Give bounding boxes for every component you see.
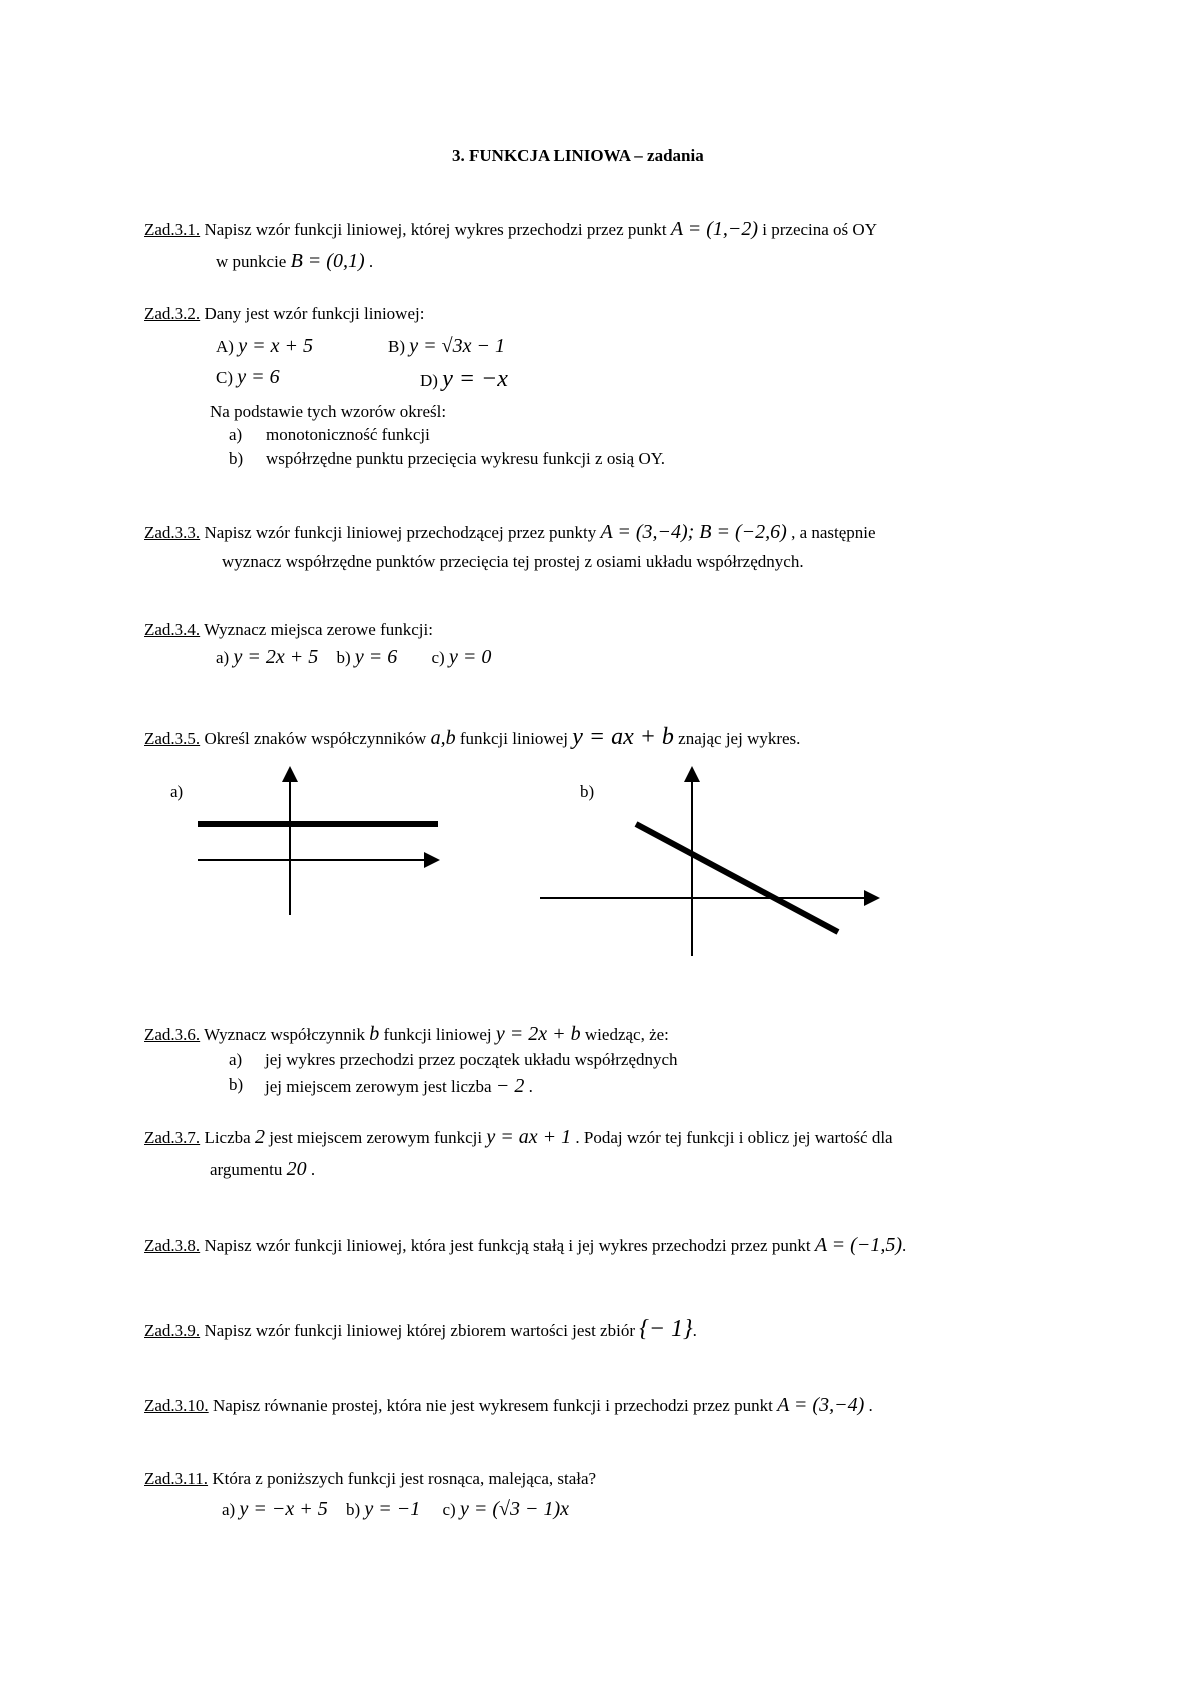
task-text: Dany jest wzór funkcji liniowej: bbox=[200, 304, 425, 323]
task-3-2-basis: Na podstawie tych wzorów określ: bbox=[210, 402, 447, 421]
task-text: . bbox=[864, 1396, 873, 1415]
list-item bbox=[229, 1050, 678, 1070]
option-label: C) bbox=[216, 368, 238, 387]
task-3-7-line2 bbox=[210, 1158, 315, 1181]
task-label: Zad.3.4. bbox=[144, 620, 201, 639]
point-b: B = (0,1) bbox=[290, 250, 365, 272]
option-b bbox=[388, 335, 505, 358]
graph-b-label: b) bbox=[580, 782, 595, 801]
formula: y = (√3 − 1)x bbox=[459, 1498, 570, 1520]
task-3-6 bbox=[144, 1023, 669, 1046]
option-label: c) bbox=[431, 648, 449, 667]
item-text-part: jej miejscem zerowym jest liczba bbox=[265, 1077, 496, 1096]
task-text: . bbox=[901, 1236, 907, 1255]
task-label: Zad.3.3. bbox=[144, 523, 201, 542]
task-text: argumentu bbox=[210, 1160, 287, 1179]
y-axis-arrow bbox=[282, 766, 298, 782]
task-text: Wyznacz współczynnik bbox=[200, 1025, 370, 1044]
task-text: Określ znaków współczynników bbox=[200, 729, 431, 748]
task-text: znając jej wykres. bbox=[673, 729, 801, 748]
option-d bbox=[420, 366, 508, 393]
task-text: Która z poniższych funkcji jest rosnąca, malejąca, stała? bbox=[208, 1469, 597, 1488]
task-text: Wyznacz miejsca zerowe funkcji: bbox=[200, 620, 433, 639]
task-text: , a następnie bbox=[786, 523, 876, 542]
y-axis-arrow bbox=[684, 766, 700, 782]
option-label: c) bbox=[442, 1500, 460, 1519]
task-label: Zad.3.6. bbox=[144, 1025, 201, 1044]
task-3-10 bbox=[144, 1394, 873, 1417]
task-text: Napisz wzór funkcji liniowej, która jest funkcją stałą i jej wykres przechodzi przez punkt bbox=[200, 1236, 815, 1255]
graph-a-label: a) bbox=[170, 782, 184, 801]
item-text: współrzędne punktu przecięcia wykresu funkcji z osią OY. bbox=[266, 449, 666, 468]
task-text: Napisz wzór funkcji liniowej której zbiorem wartości jest zbiór bbox=[200, 1321, 640, 1340]
item-text-end: . bbox=[524, 1077, 533, 1096]
task-3-2 bbox=[144, 304, 424, 324]
item-label: b) bbox=[229, 449, 244, 468]
task-text: i przecina oś OY bbox=[758, 220, 877, 239]
task-label: Zad.3.1. bbox=[144, 220, 201, 239]
task-3-4-formulas bbox=[216, 646, 491, 669]
task-label: Zad.3.11. bbox=[144, 1469, 209, 1488]
task-label: Zad.3.8. bbox=[144, 1236, 201, 1255]
option-a bbox=[216, 335, 313, 358]
item-label: a) bbox=[229, 1050, 243, 1069]
task-3-3-line2: wyznacz współrzędne punktów przecięcia tej prostej z osiami układu współrzędnych. bbox=[222, 552, 804, 571]
task-text: . bbox=[364, 252, 374, 271]
formula: y = 2x + b bbox=[495, 1023, 581, 1045]
task-3-11 bbox=[144, 1469, 596, 1489]
coefficients: a,b bbox=[430, 727, 456, 749]
formula: y = ax + b bbox=[572, 724, 674, 750]
task-3-4 bbox=[144, 620, 433, 640]
task-3-3 bbox=[144, 521, 876, 544]
option-label: b) bbox=[336, 648, 355, 667]
task-text: . Podaj wzór tej funkcji i oblicz jej wartość dla bbox=[571, 1128, 893, 1147]
number: 20 bbox=[286, 1158, 307, 1180]
page-title: 3. FUNKCJA LINIOWA – zadania bbox=[452, 146, 704, 165]
task-text: Napisz wzór funkcji liniowej przechodzącej przez punkty bbox=[200, 523, 601, 542]
formula: y = 6 bbox=[354, 646, 398, 668]
option-label: a) bbox=[222, 1500, 240, 1519]
formula: y = 0 bbox=[448, 646, 492, 668]
task-text: wiedząc, że: bbox=[580, 1025, 669, 1044]
x-axis-arrow bbox=[424, 852, 440, 868]
formula: y = √3x − 1 bbox=[409, 335, 505, 357]
task-text: Napisz równanie prostej, która nie jest wykresem funkcji i przechodzi przez punkt bbox=[208, 1396, 778, 1415]
task-text: . bbox=[692, 1321, 697, 1340]
formula: y = 6 bbox=[237, 366, 280, 388]
list-item bbox=[229, 425, 430, 445]
formula: y = −1 bbox=[364, 1498, 421, 1520]
function-line bbox=[636, 824, 838, 932]
task-label: Zad.3.7. bbox=[144, 1128, 201, 1147]
option-label: b) bbox=[345, 1500, 365, 1519]
task-text: jest miejscem zerowym funkcji bbox=[264, 1128, 487, 1147]
x-axis-arrow bbox=[864, 890, 880, 906]
task-text: w punkcie bbox=[216, 252, 291, 271]
item-label: b) bbox=[229, 1075, 244, 1094]
task-3-5 bbox=[144, 724, 800, 751]
task-3-1 bbox=[144, 218, 877, 241]
task-3-9 bbox=[144, 1316, 697, 1343]
item-text: monotoniczność funkcji bbox=[266, 425, 430, 444]
task-3-8 bbox=[144, 1234, 906, 1257]
list-item bbox=[229, 1075, 533, 1097]
task-label: Zad.3.5. bbox=[144, 729, 201, 748]
number: 2 bbox=[254, 1126, 265, 1148]
formula: y = −x + 5 bbox=[239, 1498, 328, 1520]
task-label: Zad.3.9. bbox=[144, 1321, 201, 1340]
task-3-11-formulas bbox=[222, 1498, 569, 1521]
graph-a bbox=[190, 760, 450, 920]
task-text: Liczba bbox=[200, 1128, 255, 1147]
option-label: B) bbox=[388, 337, 410, 356]
task-label: Zad.3.2. bbox=[144, 304, 201, 323]
point: A = (−1,5) bbox=[814, 1234, 902, 1256]
task-3-7 bbox=[144, 1126, 893, 1149]
task-text: Napisz wzór funkcji liniowej, której wykres przechodzi przez punkt bbox=[200, 220, 671, 239]
number: − 2 bbox=[495, 1075, 525, 1097]
graph-b bbox=[540, 760, 880, 960]
formula: y = −x bbox=[442, 366, 508, 392]
set: {− 1} bbox=[639, 1316, 693, 1342]
task-text: funkcji liniowej bbox=[455, 729, 573, 748]
points: A = (3,−4); B = (−2,6) bbox=[600, 521, 787, 543]
point-a: A = (1,−2) bbox=[670, 218, 759, 240]
option-c bbox=[216, 366, 280, 389]
option-label: D) bbox=[420, 371, 443, 390]
item-text bbox=[265, 1075, 533, 1098]
option-label: A) bbox=[216, 337, 239, 356]
item-label: a) bbox=[229, 425, 243, 444]
task-text: funkcji liniowej bbox=[379, 1025, 496, 1044]
coefficient: b bbox=[369, 1023, 380, 1045]
task-3-1-line2 bbox=[216, 250, 373, 273]
formula: y = 2x + 5 bbox=[233, 646, 319, 668]
task-label: Zad.3.10. bbox=[144, 1396, 209, 1415]
formula: y = x + 5 bbox=[238, 335, 313, 357]
point: A = (3,−4) bbox=[777, 1394, 865, 1416]
formula: y = ax + 1 bbox=[486, 1126, 572, 1148]
task-text: . bbox=[306, 1160, 316, 1179]
list-item bbox=[229, 449, 666, 469]
item-text: jej wykres przechodzi przez początek układu współrzędnych bbox=[265, 1050, 678, 1069]
option-label: a) bbox=[216, 648, 234, 667]
